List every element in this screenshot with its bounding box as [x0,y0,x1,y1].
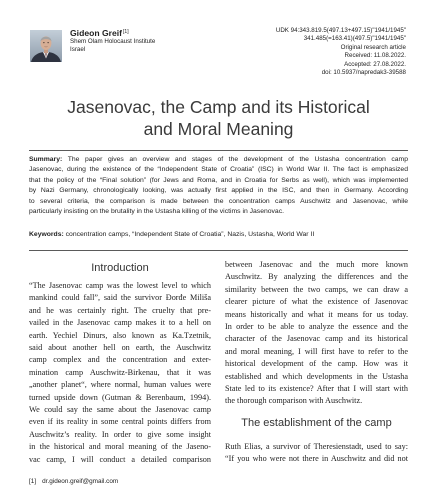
udk-code-2: 341.485(=163.41)(497.5)"1941/1945" [303,35,406,43]
author-note-ref: [1] [123,29,129,35]
summary [29,155,408,217]
body-line: and moral meaning, I will first have to refer to the [225,346,408,356]
summary-line: by Nazi Germany, chronologically looking, was actually first applied in the ISC, and then in Germany. According [29,187,408,195]
keywords-text: concentration camps, “Independent State of Croatia”, Nazis, Ustasha, World War II [65,231,315,238]
body-line: said about another hell on earth, the Auschwitz [29,343,211,353]
keywords-label: Keywords: [29,231,64,238]
body-line: turned upside down (Gutman & Berenbaum, 1994). [29,392,211,402]
body-line: „another planet“, where normal, human values were [29,380,211,390]
body-line: in the historical and moral meaning of the Jaseno- [29,442,211,452]
author-block [70,28,155,53]
article-type: Original research article [340,43,406,51]
body-column-right-continued [225,441,408,466]
section-heading-establishment: The establishment of the camp [241,417,392,429]
received-date: Received: 11.08.2022. [344,52,406,60]
body-line: even if its reality in some central points differs from [29,417,211,427]
body-line: Auschwitz. By analyzing the differences and the [225,272,408,282]
body-line: character of the Jasenovac camp and its historical [225,334,408,344]
body-column-right [225,259,408,408]
body-line: means historically and what it means for us today. [225,309,408,319]
body-line: established and which developments in the Ustasha [225,371,408,381]
body-line: In order to be able to analyze the essence and the [225,322,408,332]
doi: doi: 10.5937/napredak3-39588 [321,69,406,77]
keywords [29,230,408,240]
body-line: We could say the same about the Jasenovac camp [29,405,211,415]
body-column-left [29,280,211,466]
udk-code-1: UDK 94:343.819.5(497.13+497.15)"1941/1945" [275,27,406,34]
body-line: clearer picture of what the existence of Jasenovac [225,297,408,307]
summary-line: Jasenovac, during the existence of the “Independent State of Croatia” (ISC) in World War II. The fact is emphasized [29,166,408,174]
summary-line: particularly insisting on the brutality in the Ustasha killing of the victims in Jasenovac. [29,208,285,216]
section-heading-introduction: Introduction [91,262,149,274]
body-line: similarity between the two camps, we can draw a [225,284,408,294]
summary-text: The paper gives an overview and stages of the development of the Ustasha concentration camp [67,156,408,163]
body-line: mankind could fall”, said the survivor Đorđe Miliša [29,293,211,303]
body-line: Auschwitz’s reality. In order to give some insight [29,429,211,439]
body-line: vac camp, I will conduct a detailed comparison [29,454,211,464]
body-line: mination camp Auschwitz-Birkenau, that it was [29,367,211,377]
body-line: vailed in the Jasenovac camp makes it to a hell on [29,318,211,328]
divider [29,250,408,251]
summary-line: to several criteria, the comparison is made between the concentration camps Auschwitz and Jasenovac, while [29,197,408,205]
article-title: Jasenovac, the Camp and its Historical and Moral Meaning [67,97,370,139]
author-name: Gideon Greif [70,28,123,38]
author-photo [30,30,62,62]
body-line: State led to its existence? After that I will start with [225,384,408,394]
author-portrait-image [30,30,62,62]
body-line: “If you who were not there in Auschwitz and did not [225,454,408,464]
author-name-line [70,28,155,38]
summary-line: that the policy of the “Final solution” (for Jews and Roma, and in Croatia for Serbs as well), which was implemented [29,176,408,184]
author-email-link[interactable]: dr.gideon.greif@gmail.com [42,478,119,485]
author-country: Israel [70,45,86,53]
body-line: the thorough comparison with Auschwitz. [225,396,363,406]
body-line: “The Jasenovac camp was the lowest level to which [29,281,211,290]
summary-line [29,155,408,165]
body-line: between Jasenovac and the much more known [225,260,408,269]
body-line: historical development of the camp. How was it [225,359,408,369]
body-line: and he was certainly right. The cruelty that pre- [29,305,211,315]
summary-label: Summary: [29,156,63,163]
accepted-date: Accepted: 27.08.2022. [344,60,406,68]
author-institution: Shem Olam Holocaust Institute [70,38,156,45]
article-metadata [276,27,406,77]
divider [29,150,408,151]
body-line: camp complex and the concentration and exter- [29,355,211,365]
body-line: earth. Yechiel Dinurs, also known as Ka.Tzetnik, [29,330,211,340]
footnote-ref: [1] [29,478,37,485]
footnote [29,478,118,486]
body-line: Ruth Elias, a survivor of Theresienstadt, used to say: [225,442,408,451]
